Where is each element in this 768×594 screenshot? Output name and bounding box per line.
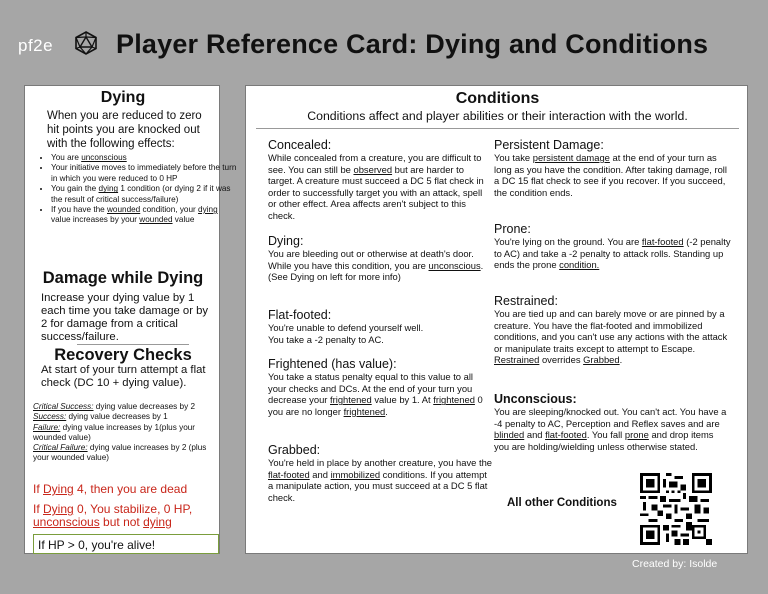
link-text: Restrained bbox=[494, 354, 540, 366]
text: You take bbox=[494, 152, 533, 163]
link-text: flat-footed bbox=[641, 236, 684, 247]
damage-heading: Damage while Dying bbox=[42, 269, 204, 287]
dying-heading: Dying bbox=[100, 89, 146, 106]
link-text: Dying bbox=[43, 482, 74, 496]
list-item: • Your initiative moves to immediately before the turn in which you were reduced to 0 HP bbox=[51, 163, 237, 184]
condition-text bbox=[268, 248, 493, 271]
text: but are harder to target. A creature must succeed a DC 5 flat check in order to successfully target you with an attack, spell or other effect. Area affects aren't subject to this check. bbox=[268, 163, 484, 221]
conditions-panel bbox=[245, 85, 748, 554]
link-text: Dying bbox=[43, 502, 74, 516]
condition-name: Dying bbox=[268, 234, 300, 248]
conditions-heading: Conditions bbox=[455, 90, 540, 107]
condition-frightened bbox=[268, 357, 493, 417]
d20-icon bbox=[74, 31, 98, 55]
condition-name: Persistent Damage bbox=[494, 138, 601, 152]
link-text: dying bbox=[198, 205, 218, 215]
text: value increases by your bbox=[51, 215, 140, 225]
condition-title bbox=[494, 294, 731, 308]
condition-text bbox=[268, 457, 493, 503]
list-item bbox=[51, 184, 237, 205]
condition-title bbox=[268, 443, 493, 457]
text: 4, then you are dead bbox=[73, 482, 188, 496]
condition-name: Flat-footed bbox=[268, 308, 328, 322]
stabilize-rule bbox=[33, 503, 223, 529]
text: and drop items you are holding/wielding unless otherwise stated. bbox=[494, 429, 714, 452]
text: you are no longer bbox=[268, 405, 344, 417]
outcome-critical-failure bbox=[33, 443, 219, 464]
condition-text bbox=[494, 406, 731, 452]
condition-title bbox=[268, 357, 493, 371]
list-item bbox=[51, 205, 237, 226]
header bbox=[0, 0, 768, 80]
text: . You fall bbox=[586, 429, 625, 441]
credit: Created by: Isolde bbox=[632, 558, 718, 570]
outcome-text: dying value increases by 1(plus your wounded value) bbox=[33, 422, 196, 442]
condition-name: Concealed bbox=[268, 138, 328, 152]
text: If bbox=[33, 482, 44, 496]
text: but not bbox=[99, 515, 144, 529]
colon: : bbox=[316, 443, 321, 457]
divider bbox=[77, 344, 189, 345]
text: at the end of your turn as long as you have the condition. After taking damage, roll a DC 15 flat check to see if you recover. If you succeed, the condition ends. bbox=[494, 152, 727, 198]
condition-note: (See Dying on left for more info) bbox=[268, 271, 401, 283]
link-text: dying bbox=[98, 184, 119, 194]
condition-title bbox=[494, 222, 731, 236]
link-text: wounded bbox=[107, 205, 141, 215]
text: If bbox=[33, 502, 44, 516]
condition-title bbox=[268, 234, 493, 248]
outcome-text: dying value decreases by 1 bbox=[66, 412, 168, 422]
condition-grabbed bbox=[268, 443, 493, 503]
colon: : bbox=[554, 294, 558, 308]
condition-flat-footed bbox=[268, 308, 493, 345]
condition-title bbox=[268, 308, 493, 322]
outcome-label: Critical Failure: bbox=[33, 443, 88, 453]
text: and bbox=[309, 468, 331, 480]
condition-restrained bbox=[494, 294, 731, 366]
text: 1 condition (or dying 2 if it was the result of critical success/failure) bbox=[51, 184, 231, 204]
outcome-text: dying value decreases by 2 bbox=[93, 402, 196, 411]
text: You are bleeding out or otherwise at death's door. While you have this condition, you are bbox=[268, 248, 474, 271]
text: 0 bbox=[474, 394, 483, 406]
condition-text bbox=[494, 236, 731, 271]
recovery-heading: Recovery Checks bbox=[54, 346, 192, 364]
alive-rule: If HP > 0, you're alive! bbox=[33, 534, 219, 554]
dying-effects-list bbox=[33, 153, 237, 226]
divider bbox=[256, 128, 739, 129]
condition-title: Unconscious: bbox=[494, 392, 577, 406]
condition-concealed bbox=[268, 138, 493, 222]
link-text: frightened bbox=[343, 405, 386, 417]
dead-rule bbox=[33, 482, 223, 496]
colon: : bbox=[327, 308, 332, 322]
outcome-failure bbox=[33, 423, 219, 444]
outcome-success bbox=[33, 412, 219, 422]
condition-title bbox=[494, 138, 731, 152]
condition-prone bbox=[494, 222, 731, 271]
condition-text bbox=[494, 152, 731, 198]
link-text: persistent damage bbox=[532, 152, 610, 163]
text: and bbox=[524, 429, 546, 441]
outcome-critical-success bbox=[33, 402, 219, 412]
condition-qualifier: (has value): bbox=[327, 357, 397, 371]
text: conditions. If you attempt a manipulate action, you must succeed at a DC 5 flat check. bbox=[268, 468, 488, 503]
text: While concealed from a creature, you are difficult to see. You can still be bbox=[268, 152, 482, 175]
link-text: frightened bbox=[433, 394, 475, 406]
link-text: unconscious bbox=[428, 259, 481, 271]
condition-name: Grabbed bbox=[268, 443, 317, 457]
page-title: Player Reference Card: Dying and Conditions bbox=[116, 29, 709, 59]
text: . bbox=[385, 405, 388, 417]
text: value bbox=[172, 215, 195, 225]
condition-text: You take a -2 penalty to AC. bbox=[268, 333, 384, 345]
list-item bbox=[51, 153, 237, 163]
system-tag: pf2e bbox=[18, 36, 54, 55]
condition-name: Frightened bbox=[268, 357, 328, 371]
condition-text bbox=[268, 152, 493, 222]
colon: : bbox=[527, 222, 531, 236]
text: . bbox=[480, 259, 484, 271]
condition-unconscious bbox=[494, 392, 731, 452]
outcome-label: Failure: bbox=[33, 422, 61, 432]
text: value by 1. At bbox=[371, 394, 434, 406]
dying-intro: When you are reduced to zero hit points you are knocked out with the following effects: bbox=[47, 110, 202, 150]
text: overrides bbox=[539, 354, 584, 366]
link-text: frightened bbox=[330, 394, 372, 406]
recovery-text: At start of your turn attempt a flat check (DC 10 + dying value). bbox=[41, 364, 206, 389]
link-text: immobilized bbox=[330, 468, 381, 480]
damage-text: Increase your dying value by 1 each time you take damage or by 2 for damage from a critical success/failure. bbox=[41, 292, 209, 343]
condition-name: Prone bbox=[494, 222, 528, 236]
outcome-text: dying value increases by 2 (plus your wounded value) bbox=[33, 443, 207, 463]
link-text: flat-footed bbox=[268, 468, 310, 480]
outcome-label: Success: bbox=[33, 412, 67, 422]
conditions-subheading: Conditions affect and player abilities or their interaction with the world. bbox=[307, 109, 688, 123]
qr-code-icon[interactable] bbox=[640, 473, 712, 545]
text: If you have the bbox=[51, 205, 107, 215]
text: You are tied up and can barely move or are pinned by a creature. You have the flat-footed and immobilized conditions, and you can't use any actions with the attack or manipulate traits except to attempt to Escape. bbox=[494, 308, 728, 354]
colon: : bbox=[600, 138, 604, 152]
condition-title bbox=[268, 138, 493, 152]
text: You are bbox=[51, 153, 82, 162]
condition-persistent-damage bbox=[494, 138, 731, 198]
text: condition, your bbox=[140, 205, 199, 215]
link-text: blinded bbox=[494, 429, 525, 441]
condition-text bbox=[268, 406, 493, 418]
condition-name: Restrained bbox=[494, 294, 555, 308]
link-text: observed bbox=[353, 163, 393, 175]
text: You gain the bbox=[51, 184, 99, 194]
condition-text bbox=[494, 308, 731, 366]
link-text: wounded bbox=[139, 215, 173, 225]
text: You are sleeping/knocked out. You can't act. You have a -4 penalty to AC, Perception and Reflex saves and are bbox=[494, 406, 727, 429]
colon: : bbox=[327, 138, 332, 152]
link-text: flat-footed bbox=[545, 429, 587, 441]
text: (-2 penalty to AC) and take a -2 penalty to attack rolls. Standing up ends the prone bbox=[494, 236, 731, 271]
qr-label: All other Conditions bbox=[507, 497, 617, 509]
outcome-label: Critical Success: bbox=[33, 402, 94, 411]
link-text: prone bbox=[624, 429, 649, 441]
link-text: condition. bbox=[559, 259, 600, 271]
text: 0, You stabilize, 0 HP, bbox=[73, 502, 193, 516]
text: You're lying on the ground. You are bbox=[494, 236, 642, 247]
text: . bbox=[619, 354, 623, 366]
condition-dying bbox=[268, 234, 493, 283]
link-text: unconscious bbox=[33, 515, 100, 529]
condition-text bbox=[268, 371, 493, 406]
link-text: Grabbed bbox=[583, 354, 620, 366]
colon: : bbox=[299, 234, 304, 248]
text: You take a status penalty equal to this value to all your checks and DCs. At the end of your turn you decrease your bbox=[268, 371, 473, 406]
link-text: dying bbox=[143, 515, 172, 529]
condition-text: You're unable to defend yourself well. bbox=[268, 322, 424, 333]
link-text: unconscious bbox=[81, 153, 127, 162]
text: You're held in place by another creature, you have the bbox=[268, 457, 492, 468]
dying-panel bbox=[24, 85, 237, 554]
recovery-outcomes bbox=[33, 402, 219, 464]
